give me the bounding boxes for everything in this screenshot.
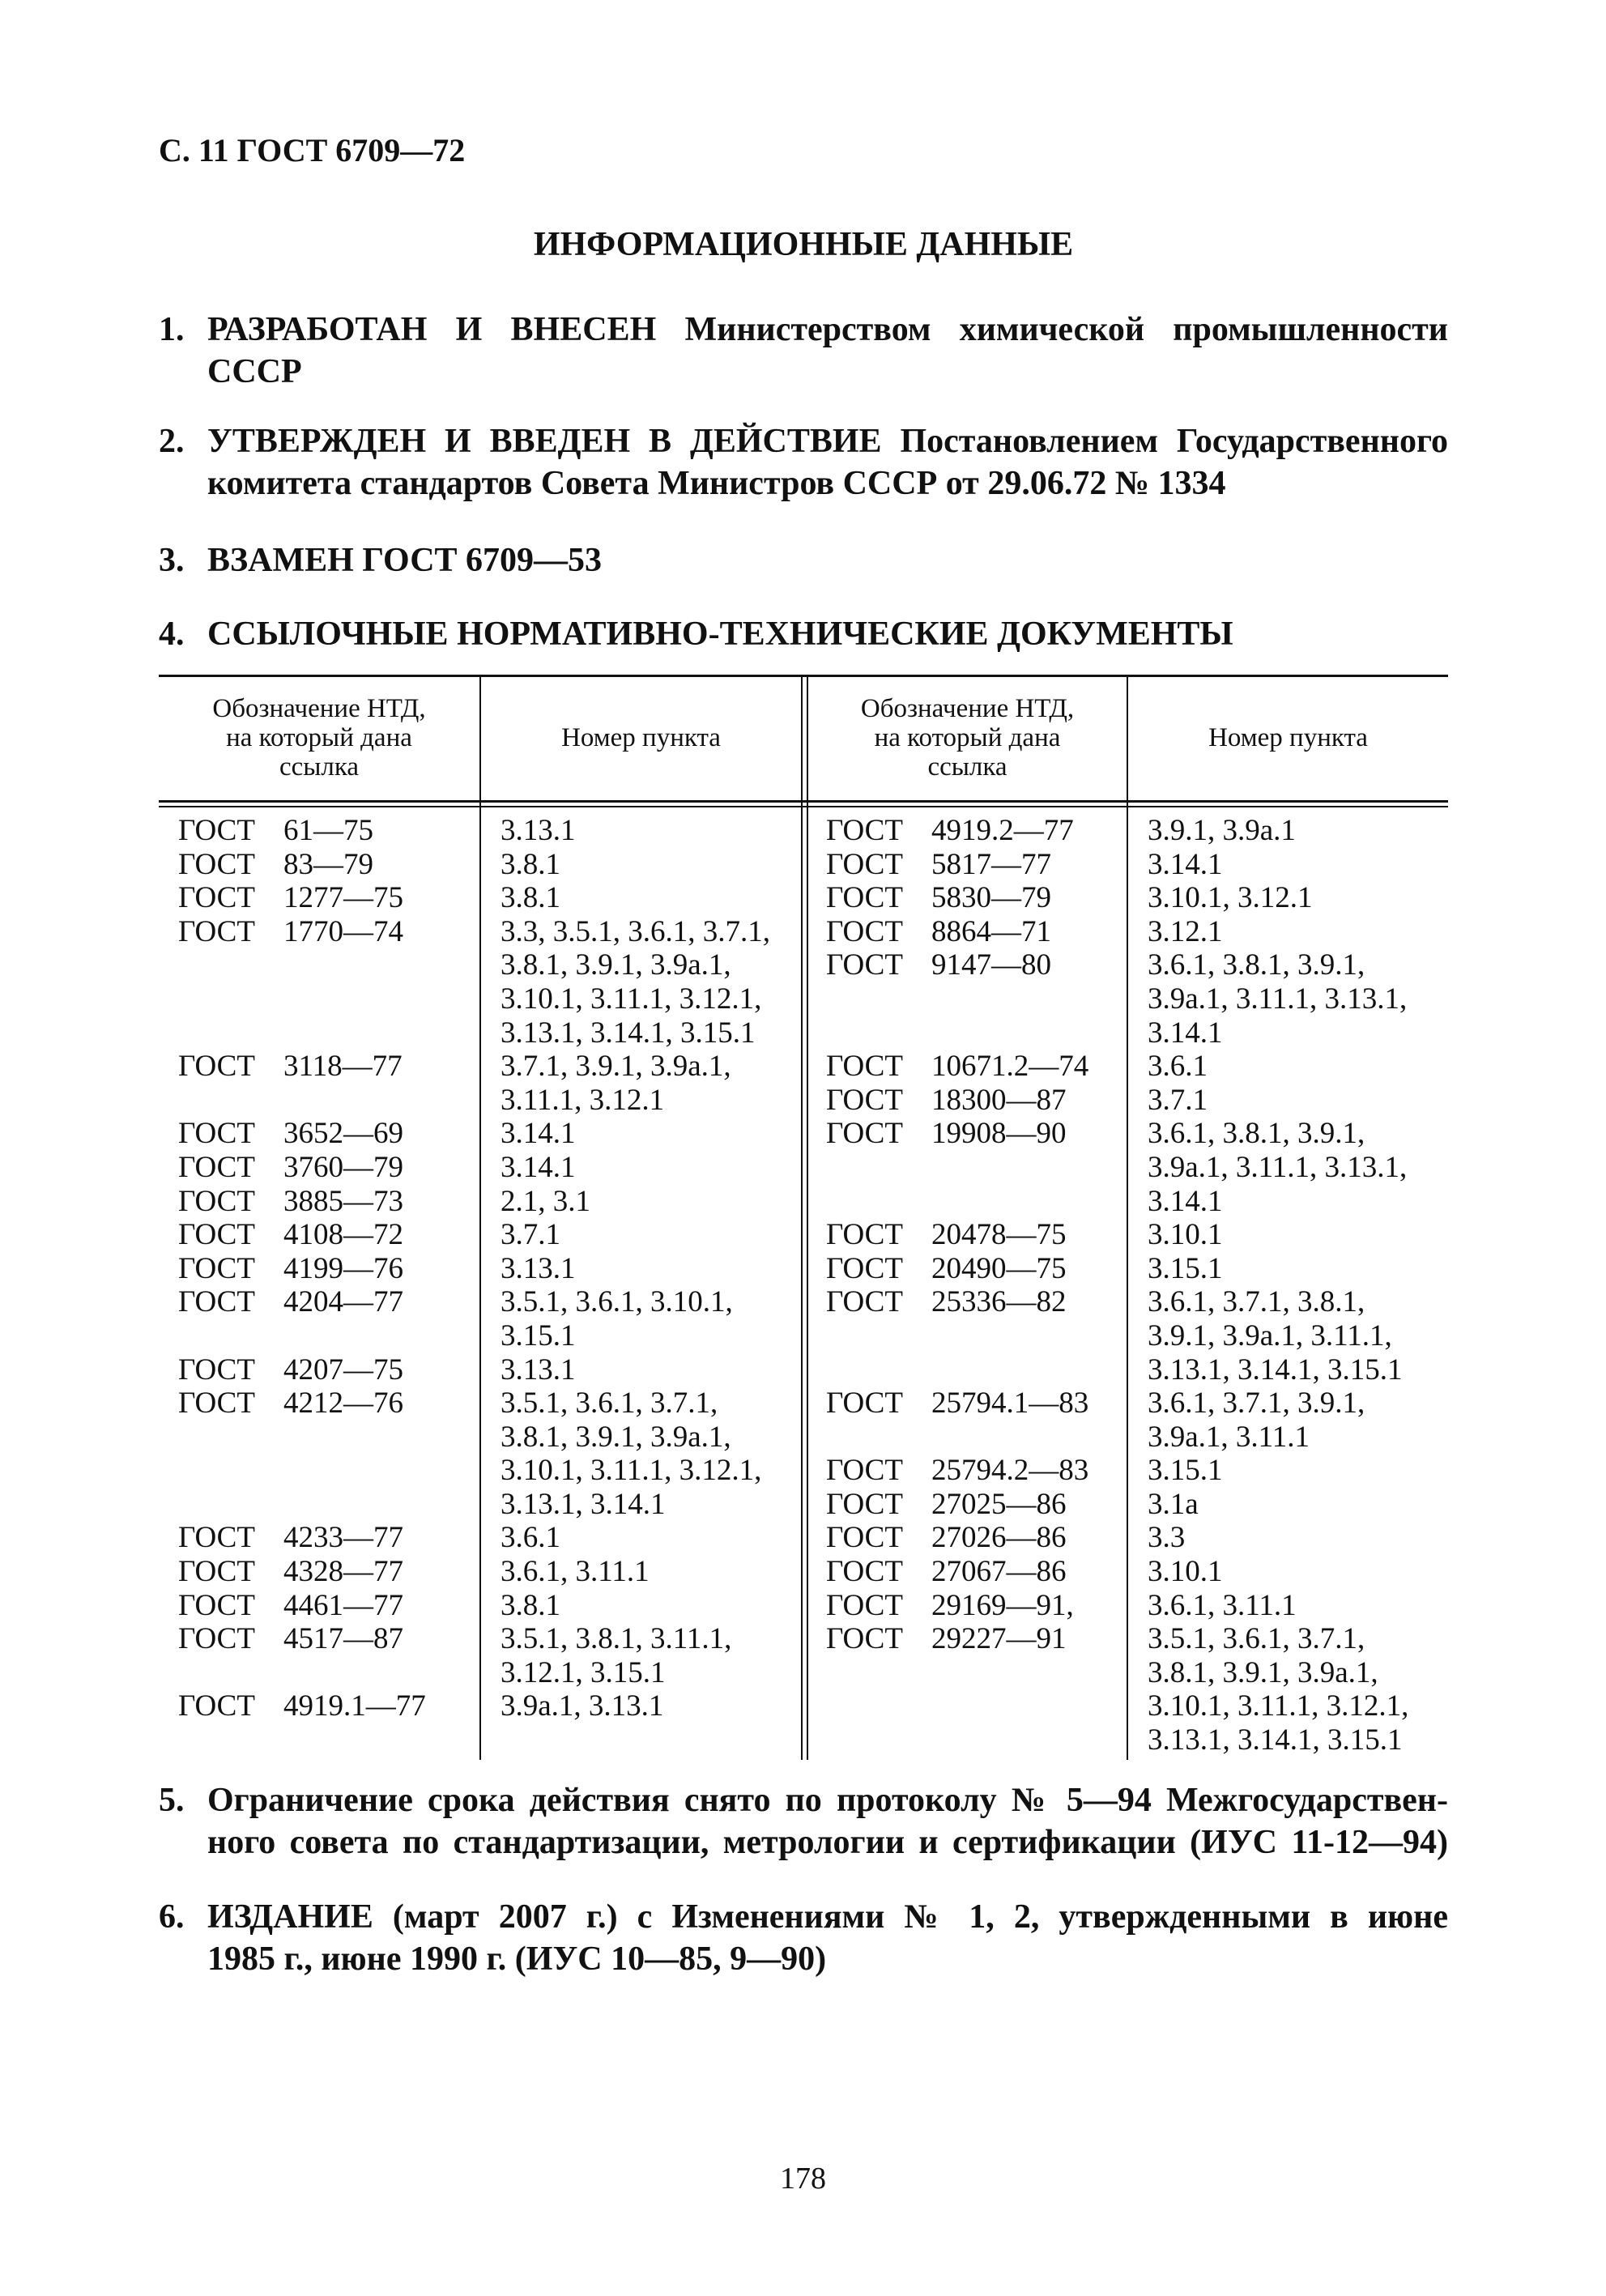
clause-cell: 3.7.1, 3.9.1, 3.9а.1, <box>501 1050 731 1084</box>
designation-cell <box>178 848 426 882</box>
designation-cell <box>826 948 1088 982</box>
designation-cell <box>178 1319 426 1353</box>
designation-prefix: ГОСТ <box>178 1622 255 1656</box>
designation-cell <box>178 1622 426 1656</box>
designation-prefix: ГОСТ <box>178 881 255 915</box>
designation-prefix: ГОСТ <box>826 1555 903 1589</box>
item-text: Постановлением Государственного <box>900 423 1448 460</box>
designation-prefix: ГОСТ <box>178 847 255 881</box>
item-label: РАЗРАБОТАН И ВНЕСЕН <box>207 311 657 348</box>
header-line: на который дана <box>874 723 1061 752</box>
clause-cell: 3.9а.1, 3.11.1, 3.13.1, <box>1148 1150 1408 1184</box>
designation-number: 4517—87 <box>283 1622 403 1656</box>
designation-number: 4328—77 <box>283 1555 403 1589</box>
designation-prefix: ГОСТ <box>178 914 255 948</box>
clause-cell: 3.15.1 <box>1148 1454 1223 1488</box>
designation-prefix: ГОСТ <box>826 814 903 847</box>
designation-number: 4919.1—77 <box>283 1689 426 1723</box>
designation-prefix: ГОСТ <box>178 1218 255 1252</box>
designation-number: 4461—77 <box>283 1588 403 1622</box>
designation-cell <box>178 1218 426 1252</box>
designation-number: 20490—75 <box>931 1251 1067 1285</box>
designation-number: 27067—86 <box>931 1555 1067 1589</box>
item-2-line1 <box>207 418 1448 465</box>
page-number: 178 <box>780 2162 826 2196</box>
item-1-line2: СССР <box>207 353 302 390</box>
header-clause-left: Номер пункта <box>561 723 721 752</box>
designation-prefix: ГОСТ <box>178 1150 255 1184</box>
clause-cell: 3.13.1, 3.14.1, 3.15.1 <box>1148 1352 1403 1387</box>
designation-cell <box>178 814 426 848</box>
clause-cell: 3.14.1 <box>1148 1016 1223 1050</box>
item-3 <box>159 537 1448 584</box>
designation-prefix: ГОСТ <box>826 1521 903 1555</box>
designation-prefix: ГОСТ <box>826 914 903 948</box>
designation-cell <box>826 1555 1088 1589</box>
designation-prefix: ГОСТ <box>178 1184 255 1218</box>
item-number: 1. <box>159 311 185 348</box>
column-divider <box>1127 675 1128 1760</box>
designation-prefix: ГОСТ <box>178 1521 255 1555</box>
clause-cell: 3.8.1, 3.9.1, 3.9а.1, <box>1148 1655 1378 1689</box>
designation-cell <box>826 1016 1088 1050</box>
designation-cell <box>826 1387 1088 1421</box>
clause-cell: 3.3, 3.5.1, 3.6.1, 3.7.1, <box>501 914 770 948</box>
designation-cell <box>826 1589 1088 1623</box>
designation-number: 4207—75 <box>283 1352 403 1387</box>
item-label: УТВЕРЖДЕН И ВВЕДЕН В ДЕЙСТВИЕ <box>207 423 882 460</box>
designation-number: 8864—71 <box>931 914 1051 948</box>
designation-prefix: ГОСТ <box>826 1285 903 1319</box>
clause-cell: 3.15.1 <box>501 1318 576 1352</box>
clause-cell: 3.14.1 <box>1148 847 1223 881</box>
designation-cell <box>178 1016 426 1050</box>
column-divider-double <box>801 675 803 1760</box>
designation-cell <box>178 1117 426 1151</box>
item-label: ВЗАМЕН ГОСТ 6709—53 <box>207 542 603 579</box>
designation-cell <box>826 1521 1088 1555</box>
designation-cell <box>178 1521 426 1555</box>
clause-cell: 3.14.1 <box>1148 1184 1223 1218</box>
designation-prefix: ГОСТ <box>178 1285 255 1319</box>
left-clause-column <box>501 814 770 1723</box>
designation-cell <box>178 1387 426 1421</box>
designation-number: 25794.1—83 <box>931 1387 1089 1421</box>
column-divider <box>479 675 481 1760</box>
designation-cell <box>178 1421 426 1455</box>
designation-number: 83—79 <box>283 847 373 881</box>
clause-cell: 3.12.1 <box>1148 914 1223 948</box>
designation-prefix: ГОСТ <box>178 1251 255 1285</box>
designation-prefix: ГОСТ <box>178 1050 255 1084</box>
designation-number: 1277—75 <box>283 881 403 915</box>
designation-cell <box>826 1117 1088 1151</box>
header-designation-right <box>808 694 1127 782</box>
designation-number: 25794.2—83 <box>931 1454 1089 1488</box>
designation-number: 4204—77 <box>283 1285 403 1319</box>
designation-number: 25336—82 <box>931 1285 1067 1319</box>
header-line: ссылка <box>927 752 1007 782</box>
designation-cell <box>826 848 1088 882</box>
clause-cell: 3.6.1, 3.7.1, 3.9.1, <box>1148 1387 1365 1421</box>
designation-cell <box>826 1421 1088 1455</box>
clause-cell: 3.11.1, 3.12.1 <box>501 1083 665 1117</box>
item-6 <box>159 1893 1448 1987</box>
clause-cell: 3.9а.1, 3.11.1 <box>1148 1420 1310 1454</box>
right-designation-column <box>826 814 1088 1757</box>
clause-cell: 3.1а <box>1148 1487 1199 1521</box>
designation-prefix: ГОСТ <box>826 948 903 982</box>
item-label: ССЫЛОЧНЫЕ НОРМАТИВНО-ТЕХНИЧЕСКИЕ ДОКУМЕНТЫ <box>207 616 1233 653</box>
designation-cell <box>826 1218 1088 1252</box>
designation-cell <box>826 1050 1088 1084</box>
designation-cell <box>178 1151 426 1185</box>
item-text: Министерством химической промышленности <box>684 311 1448 348</box>
designation-cell <box>826 1689 1088 1723</box>
clause-cell: 3.14.1 <box>501 1150 576 1184</box>
designation-prefix: ГОСТ <box>178 1117 255 1151</box>
clause-cell: 3.8.1 <box>501 847 560 881</box>
clause-cell: 3.6.1, 3.8.1, 3.9.1, <box>1148 1117 1365 1151</box>
designation-cell <box>178 1285 426 1319</box>
item-2 <box>159 418 1448 512</box>
designation-prefix: ГОСТ <box>826 1050 903 1084</box>
clause-cell: 3.13.1 <box>501 1352 576 1387</box>
designation-number: 3118—77 <box>283 1050 403 1084</box>
designation-cell <box>178 1488 426 1522</box>
clause-cell: 3.3 <box>1148 1521 1186 1555</box>
designation-prefix: ГОСТ <box>826 1251 903 1285</box>
item-5-line1: Ограничение срока действия снято по протоколу № 5—94 Межгосударствен- <box>207 1782 1448 1819</box>
clause-cell: 3.6.1, 3.11.1 <box>501 1555 650 1589</box>
clause-cell: 3.6.1, 3.11.1 <box>1148 1588 1297 1622</box>
designation-cell <box>826 1656 1088 1690</box>
clause-cell: 3.12.1, 3.15.1 <box>501 1655 666 1689</box>
designation-cell <box>826 1488 1088 1522</box>
designation-cell <box>826 1252 1088 1286</box>
clause-cell: 3.10.1 <box>1148 1555 1223 1589</box>
page-title: ИНФОРМАЦИОННЫЕ ДАННЫЕ <box>533 226 1074 263</box>
clause-cell: 3.6.1, 3.8.1, 3.9.1, <box>1148 948 1365 982</box>
designation-number: 4108—72 <box>283 1218 403 1252</box>
designation-cell <box>178 881 426 915</box>
clause-cell: 3.5.1, 3.6.1, 3.7.1, <box>1148 1622 1365 1656</box>
designation-cell <box>178 1084 426 1118</box>
reference-table <box>159 675 1448 1760</box>
header-line: на который дана <box>226 723 412 752</box>
designation-prefix: ГОСТ <box>826 1454 903 1488</box>
designation-number: 5830—79 <box>931 881 1051 915</box>
clause-cell: 3.5.1, 3.6.1, 3.7.1, <box>501 1387 718 1421</box>
item-number: 3. <box>159 542 185 579</box>
designation-prefix: ГОСТ <box>826 1487 903 1521</box>
clause-cell: 3.10.1, 3.11.1, 3.12.1, <box>1148 1689 1409 1723</box>
header-designation-left <box>159 694 479 782</box>
designation-cell <box>178 1689 426 1723</box>
designation-cell <box>178 1050 426 1084</box>
designation-number: 3885—73 <box>283 1184 403 1218</box>
designation-cell <box>826 814 1088 848</box>
designation-cell <box>178 915 426 949</box>
column-divider-double <box>807 675 808 1760</box>
designation-prefix: ГОСТ <box>826 1218 903 1252</box>
clause-cell: 3.9а.1, 3.11.1, 3.13.1, <box>1148 982 1408 1016</box>
designation-cell <box>826 1084 1088 1118</box>
item-1 <box>159 306 1448 400</box>
item-5 <box>159 1777 1448 1871</box>
designation-number: 61—75 <box>283 814 373 847</box>
designation-cell <box>178 1454 426 1488</box>
clause-cell: 3.13.1, 3.14.1, 3.15.1 <box>501 1016 756 1050</box>
item-6-line2: 1985 г., июне 1990 г. (ИУС 10—85, 9—90) <box>207 1940 827 1978</box>
designation-number: 5817—77 <box>931 847 1051 881</box>
designation-cell <box>178 982 426 1016</box>
designation-cell <box>826 1151 1088 1185</box>
clause-cell: 3.13.1, 3.14.1, 3.15.1 <box>1148 1723 1403 1757</box>
designation-prefix: ГОСТ <box>178 1555 255 1589</box>
item-2-line2: комитета стандартов Совета Министров СССР от 29.06.72 № 1334 <box>207 465 1226 502</box>
table-top-rule <box>159 675 1448 677</box>
designation-prefix: ГОСТ <box>178 1689 255 1723</box>
clause-cell: 3.7.1 <box>1148 1083 1208 1117</box>
designation-cell <box>178 1589 426 1623</box>
designation-cell <box>826 1185 1088 1219</box>
designation-number: 3760—79 <box>283 1150 403 1184</box>
designation-prefix: ГОСТ <box>826 881 903 915</box>
designation-number: 4199—76 <box>283 1251 403 1285</box>
clause-cell: 3.5.1, 3.6.1, 3.10.1, <box>501 1285 733 1319</box>
item-4 <box>159 611 1448 658</box>
clause-cell: 3.14.1 <box>501 1117 576 1151</box>
item-1-line1 <box>207 306 1448 353</box>
clause-cell: 2.1, 3.1 <box>501 1184 590 1218</box>
clause-cell: 3.9.1, 3.9а.1 <box>1148 814 1296 847</box>
designation-cell <box>826 1454 1088 1488</box>
page-header: С. 11 ГОСТ 6709—72 <box>159 132 466 168</box>
designation-number: 20478—75 <box>931 1218 1067 1252</box>
designation-number: 10671.2—74 <box>931 1050 1089 1084</box>
clause-cell: 3.8.1, 3.9.1, 3.9а.1, <box>501 1420 731 1454</box>
clause-cell: 3.7.1 <box>501 1218 560 1252</box>
designation-cell <box>826 915 1088 949</box>
item-5-line2: ного совета по стандартизации, метрологии и сертификации (ИУС 11-12—94) <box>207 1824 1448 1861</box>
header-clause-right: Номер пункта <box>1208 723 1368 752</box>
header-line: Обозначение НТД, <box>860 694 1075 723</box>
clause-cell: 3.6.1 <box>1148 1050 1208 1084</box>
clause-cell: 3.9а.1, 3.13.1 <box>501 1689 664 1723</box>
designation-cell <box>826 1285 1088 1319</box>
designation-prefix: ГОСТ <box>178 1352 255 1387</box>
table-header-rule <box>159 800 1448 803</box>
clause-cell: 3.6.1, 3.7.1, 3.8.1, <box>1148 1285 1365 1319</box>
item-number: 6. <box>159 1898 185 1936</box>
designation-number: 29169—91, <box>931 1588 1074 1622</box>
designation-number: 9147—80 <box>931 948 1051 982</box>
designation-cell <box>826 1353 1088 1387</box>
clause-cell: 3.8.1, 3.9.1, 3.9а.1, <box>501 948 731 982</box>
clause-cell: 3.8.1 <box>501 1588 560 1622</box>
item-number: 4. <box>159 616 185 653</box>
designation-number: 27026—86 <box>931 1521 1067 1555</box>
designation-cell <box>826 1319 1088 1353</box>
designation-prefix: ГОСТ <box>178 1387 255 1421</box>
clause-cell: 3.9.1, 3.9а.1, 3.11.1, <box>1148 1318 1392 1352</box>
designation-cell <box>826 881 1088 915</box>
right-clause-column <box>1148 814 1408 1757</box>
clause-cell: 3.13.1, 3.14.1 <box>501 1487 666 1521</box>
designation-prefix: ГОСТ <box>826 1117 903 1151</box>
table-header-rule-2 <box>159 806 1448 807</box>
left-designation-column <box>178 814 426 1723</box>
header-line: Обозначение НТД, <box>212 694 426 723</box>
designation-number: 4919.2—77 <box>931 814 1074 847</box>
designation-cell <box>178 1656 426 1690</box>
designation-prefix: ГОСТ <box>826 1387 903 1421</box>
clause-cell: 3.8.1 <box>501 881 560 915</box>
clause-cell: 3.10.1, 3.11.1, 3.12.1, <box>501 1454 762 1488</box>
item-6-line1: ИЗДАНИЕ (март 2007 г.) с Изменениями № 1, 2, утвержденными в июне <box>207 1898 1448 1936</box>
header-line: ссылка <box>279 752 360 782</box>
designation-cell <box>178 1353 426 1387</box>
designation-number: 18300—87 <box>931 1083 1067 1117</box>
designation-number: 1770—74 <box>283 914 403 948</box>
designation-cell <box>826 1723 1088 1757</box>
designation-number: 3652—69 <box>283 1117 403 1151</box>
clause-cell: 3.10.1, 3.11.1, 3.12.1, <box>501 982 762 1016</box>
designation-cell <box>178 1252 426 1286</box>
item-number: 2. <box>159 423 185 460</box>
clause-cell: 3.15.1 <box>1148 1251 1223 1285</box>
designation-prefix: ГОСТ <box>826 1083 903 1117</box>
designation-cell <box>178 1555 426 1589</box>
designation-prefix: ГОСТ <box>178 1588 255 1622</box>
clause-cell: 3.5.1, 3.8.1, 3.11.1, <box>501 1622 732 1656</box>
clause-cell: 3.13.1 <box>501 814 576 847</box>
designation-prefix: ГОСТ <box>826 847 903 881</box>
item-number: 5. <box>159 1782 185 1819</box>
designation-prefix: ГОСТ <box>178 814 255 847</box>
designation-cell <box>178 948 426 982</box>
clause-cell: 3.10.1 <box>1148 1218 1223 1252</box>
designation-cell <box>178 1185 426 1219</box>
designation-number: 27025—86 <box>931 1487 1067 1521</box>
designation-number: 4212—76 <box>283 1387 403 1421</box>
designation-prefix: ГОСТ <box>826 1622 903 1656</box>
designation-number: 19908—90 <box>931 1117 1067 1151</box>
designation-cell <box>826 982 1088 1016</box>
designation-cell <box>826 1622 1088 1656</box>
designation-prefix: ГОСТ <box>826 1588 903 1622</box>
designation-number: 4233—77 <box>283 1521 403 1555</box>
designation-number: 29227—91 <box>931 1622 1067 1656</box>
clause-cell: 3.13.1 <box>501 1251 576 1285</box>
clause-cell: 3.6.1 <box>501 1521 560 1555</box>
clause-cell: 3.10.1, 3.12.1 <box>1148 881 1313 915</box>
